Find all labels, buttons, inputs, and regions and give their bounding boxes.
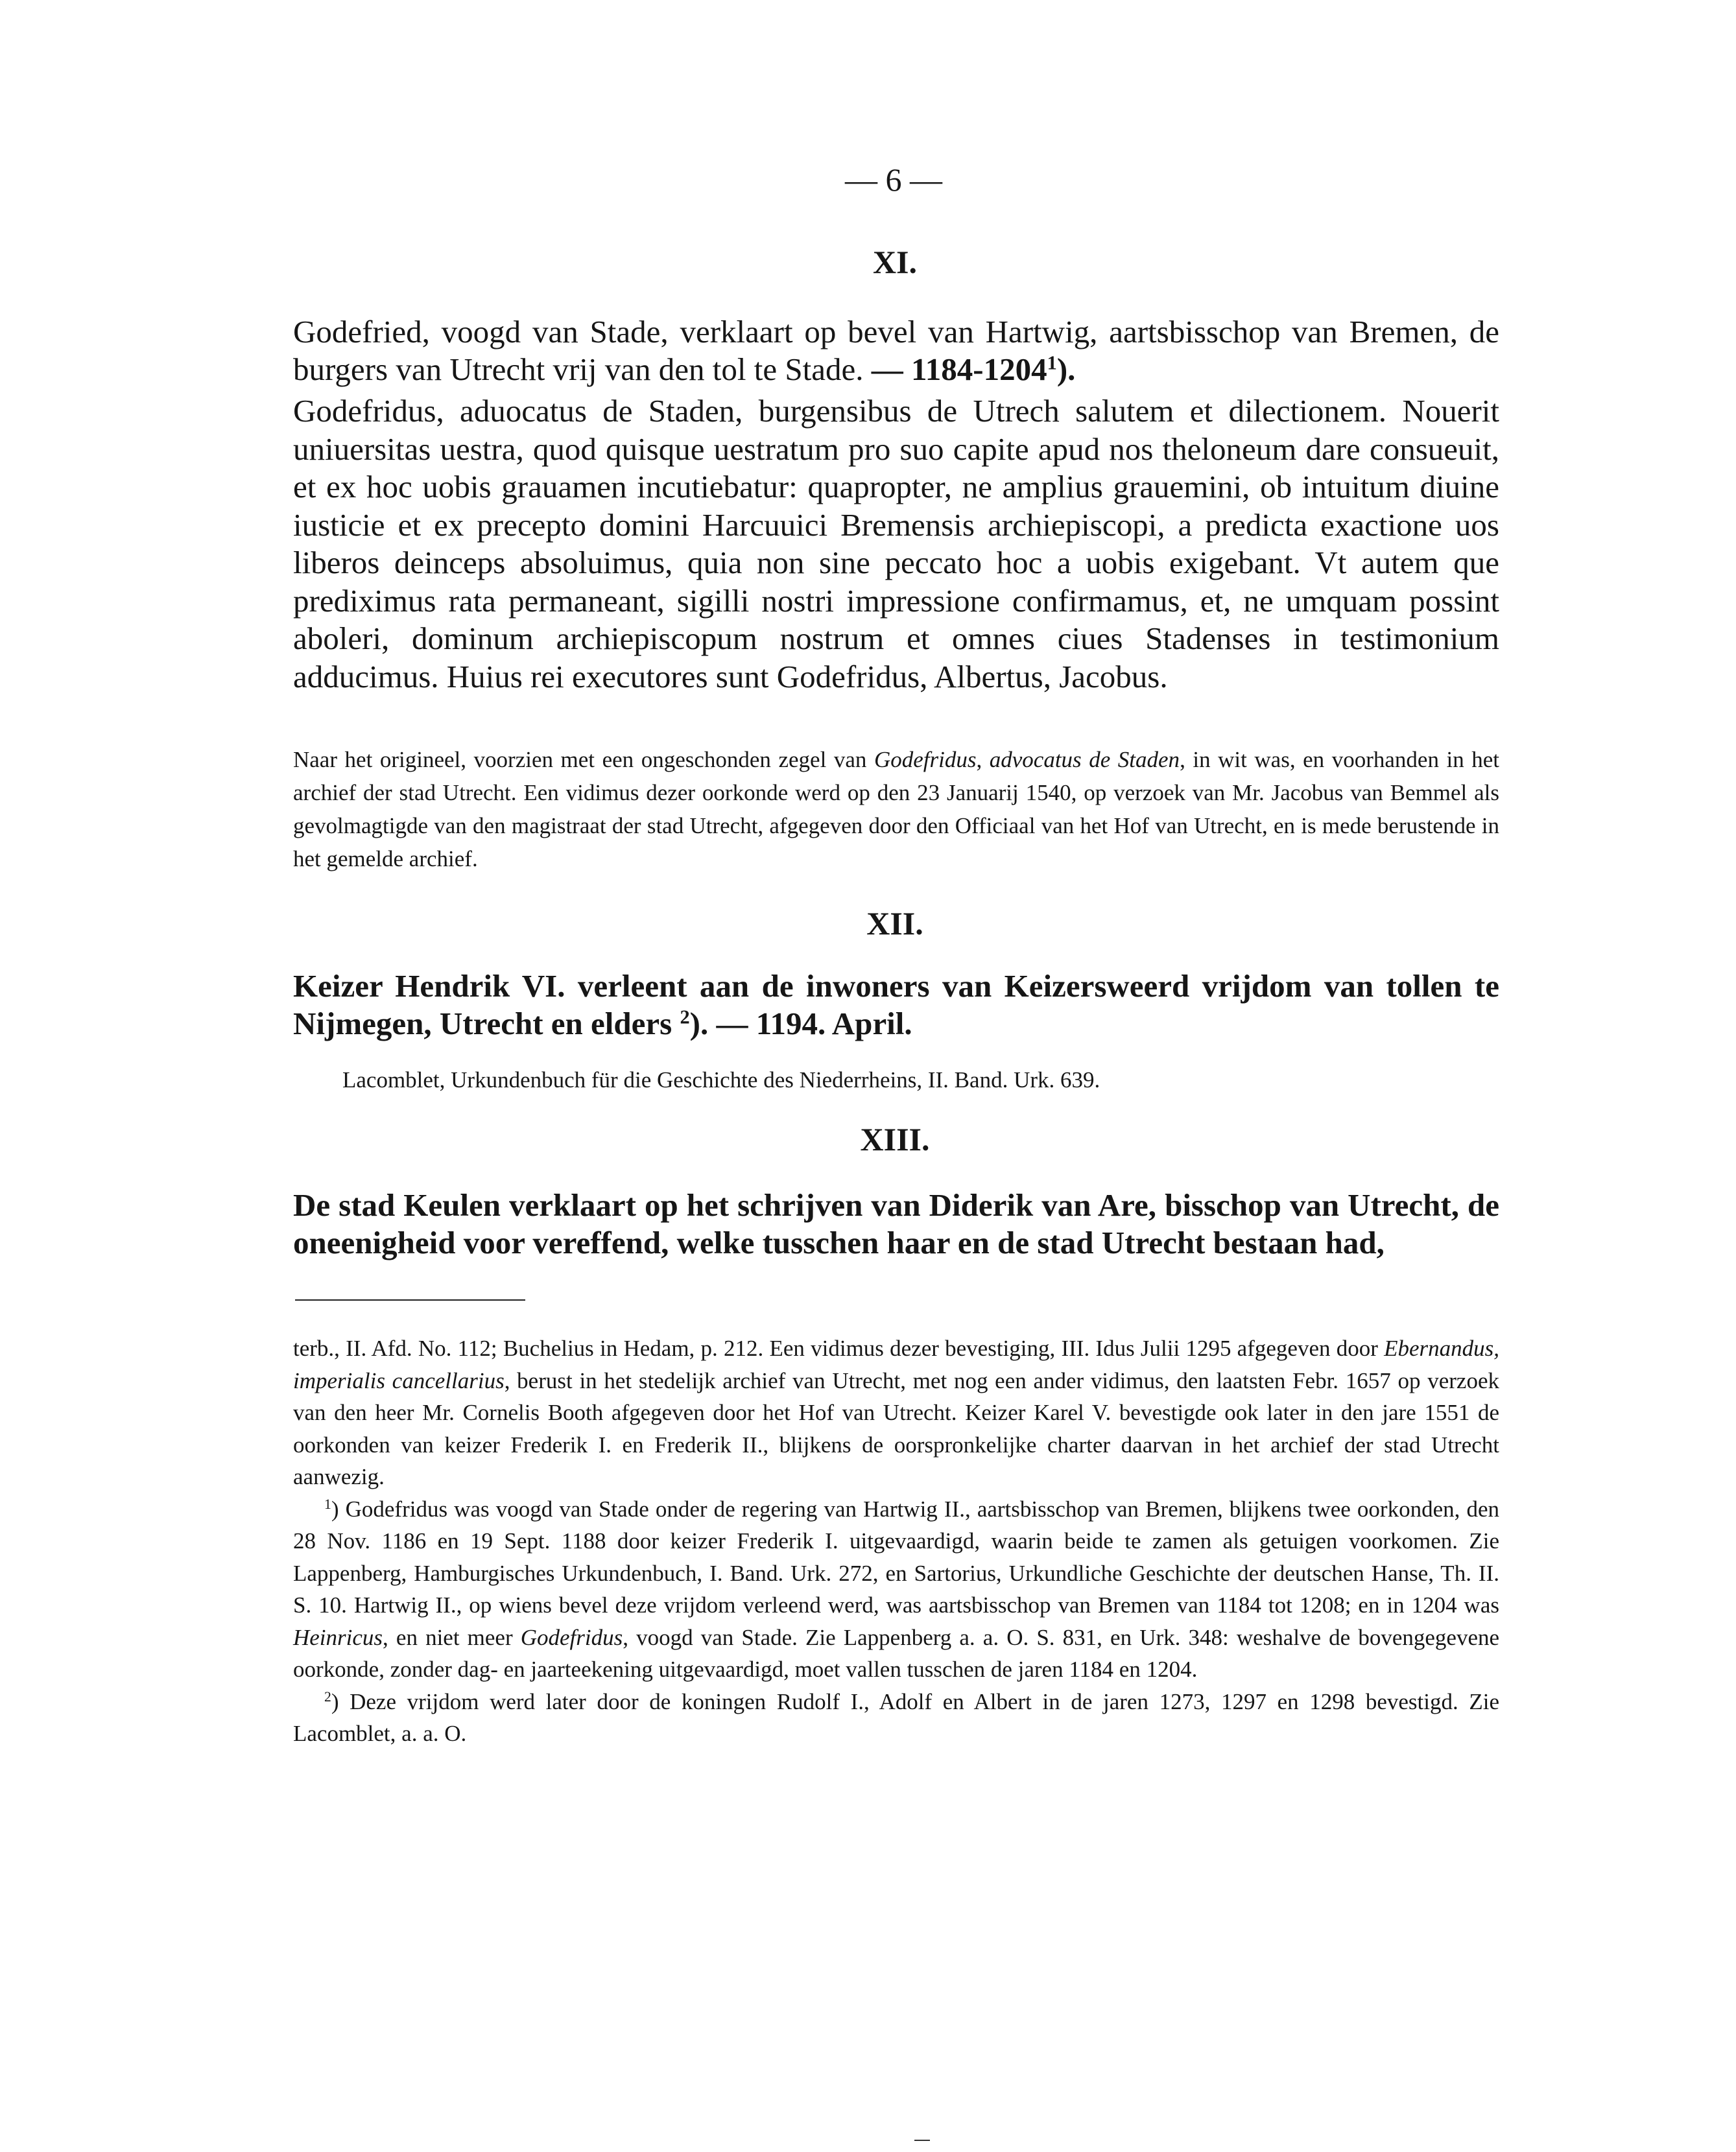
footnote-1-mark: 1 [324, 1496, 331, 1512]
source-note-text: Naar het origineel, voorzien met een ongeschonden zegel van [293, 747, 874, 772]
footnote-text: ) Godefridus was voogd van Stade onder de regering van Hartwig II., aartsbisschop van Bremen, blijkens twee oorkonden, den 28 Nov. 1186 en 19 Sept. 1188 door keizer Frederik I. uitgevaardigd, waarin beide te zamen als getuigen voorkomen. Zie Lappenberg, Hamburgisches Urkundenbuch, I. Band. Urk. 272, en Sartorius, Urkundliche Geschichte der deutschen Hanse, Th. II. S. 10. Hartwig II., op wiens bevel deze vrijdom verleend werd, was aartsbisschop van Bremen van 1184 tot 1208; en in 1204 was [293, 1496, 1499, 1618]
rubric-xii-close: ). — 1194. April. [689, 1006, 912, 1041]
source-note-xii: Lacomblet, Urkundenbuch für die Geschichte des Niederrheins, II. Band. Urk. 639. [342, 1067, 1100, 1093]
charter-paragraph: Godefridus, aduocatus de Staden, burgensibus de Utrech salutem et dilectionem. Nouerit uniuersitas uestra, quod quisque uestratum pro suo capite apud nos theloneum dare consueuit, et ex hoc uobis grauamen incutiebatur: quapropter, ne amplius grauemini, ob intuitum diuine iusticie et ex precepto domini Harcuuici Bremensis archiepiscopi, a predicta exactione uos liberos deinceps absoluimus, quia non sine peccato hoc a uobis exigebant. Vt autem que prediximus rata permaneant, sigilli nostri impressione confirmamus, et, ne umquam possint aboleri, dominum archiepiscopum nostrum et omnes ciues Stadenses in testimonium adducimus. Huius rei executores sunt Godefridus, Albertus, Jacobus. [293, 393, 1499, 694]
charter-rubric-xi [293, 313, 1499, 388]
footnote-separator [295, 1299, 525, 1301]
charter-rubric-xii [293, 967, 1499, 1043]
footnote-2 [293, 1686, 1499, 1750]
source-note-text: , [976, 747, 990, 772]
source-note-xi [293, 743, 1499, 875]
section-heading-xiii: XIII. [860, 1121, 930, 1157]
source-note-italic: advocatus de Staden [989, 747, 1180, 772]
rubric-xii-text: Keizer Hendrik VI. verleent aan de inwoners van Keizersweerd vrijdom van tollen te Nijmegen, Utrecht en elders [293, 968, 1499, 1041]
footnote-text: , berust in het stedelijk archief van Utrecht, met nog een ander vidimus, den laatsten Febr. 1657 op verzoek van den heer Mr. Cornelis Booth afgegeven door het Hof van Utrecht. Keizer Karel V. bevestigde ook later in den jare 1551 de oorkonden van keizer Frederik I. en Frederik II., blijkens de oorspronkelijke charter daarvan in het archief der stad Utrecht aanwezig. [293, 1367, 1499, 1489]
footnote-text: terb., II. Afd. No. 112; Buchelius in Hedam, p. 212. Een vidimus dezer bevestiging, III. Idus Julii 1295 afgegeven door [293, 1336, 1385, 1361]
footnote-italic: Ebernandus, imperialis cancellarius [293, 1336, 1499, 1393]
source-note-text: , in wit was, en voorhanden in het archief der stad Utrecht. Een vidimus dezer oorkonde werd op den 23 Januarij 1540, op verzoek van Mr. Jacobus van Bemmel als gevolmagtigde van den magistraat der stad Utrecht, afgegeven door den Officiaal van het Hof van Utrecht, en is mede berustende in het gemelde archief. [293, 747, 1500, 871]
footnote-ref-1: 1 [1047, 351, 1057, 374]
footnotes [293, 1332, 1499, 1750]
footnote-text: ) Deze vrijdom werd later door de koningen Rudolf I., Adolf en Albert in de jaren 1273, 1297 en 1298 bevestigd. Zie Lacomblet, a. a. O. [293, 1688, 1499, 1746]
bottom-mark [914, 2140, 930, 2141]
footnote-ref-2: 2 [680, 1006, 690, 1028]
footnote-italic: Godefridus [520, 1624, 623, 1650]
footnote-text: , voogd van Stade. Zie Lappenberg a. a. O. S. 831, en Urk. 348: weshalve de bovengegevene oorkonde, zonder dag- en jaarteekening uitgevaardigd, moet vallen tusschen de jaren 1184 en 1204. [293, 1624, 1500, 1682]
rubric-xi-close: ). [1056, 351, 1076, 387]
rubric-xi-date: — 1184-1204 [871, 351, 1047, 387]
charter-rubric-xiii: De stad Keulen verklaart op het schrijven van Diderik van Are, bisschop van Utrecht, de oneenigheid voor vereffend, welke tusschen haar en de stad Utrecht bestaan had, [293, 1187, 1499, 1260]
section-heading-xi: XI. [872, 244, 918, 280]
page-number: — 6 — [845, 161, 942, 198]
footnote-text: , en niet meer [383, 1624, 521, 1650]
footnote-2-mark: 2 [324, 1688, 331, 1705]
charter-text-xi [293, 392, 1499, 696]
footnote-italic: Heinricus [293, 1624, 383, 1650]
section-heading-xii: XII. [866, 905, 923, 941]
source-note-italic: Godefridus [874, 747, 977, 772]
footnote-1 [293, 1493, 1499, 1686]
rubric-xi-text: Godefried, voogd van Stade, verklaart op bevel van Hartwig, aartsbisschop van Bremen, de burgers van Utrecht vrij van den tol te Stade. [293, 314, 1499, 387]
footnote-continuation [293, 1332, 1499, 1493]
